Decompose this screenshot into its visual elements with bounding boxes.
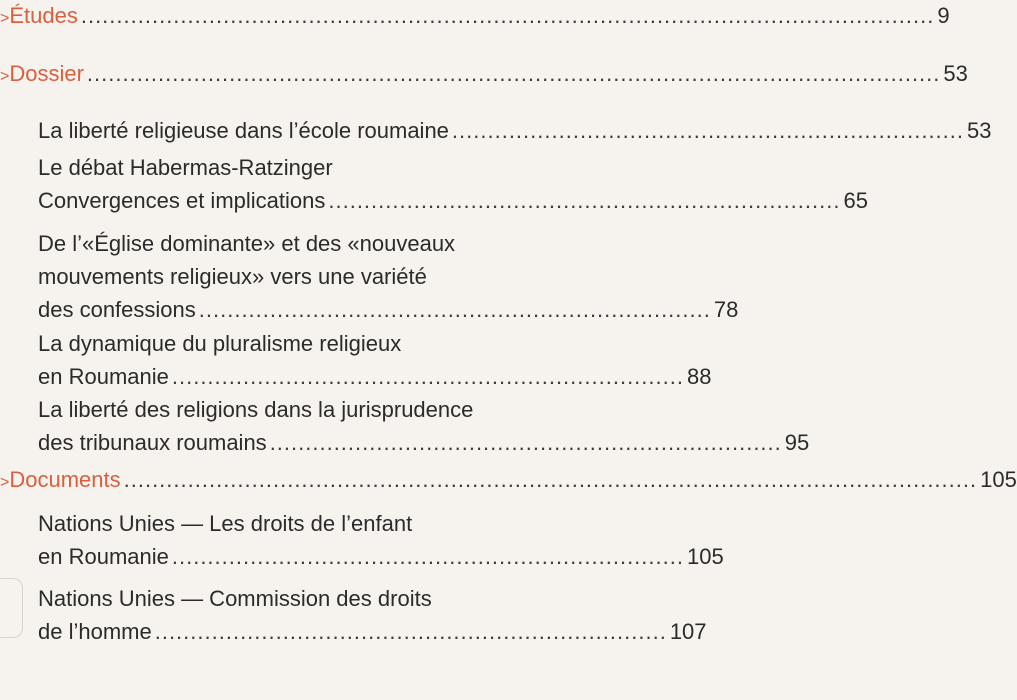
entry-title-line: De l’«Église dominante» et des «nouveaux xyxy=(38,231,456,256)
leader-dots: ........................................................................ xyxy=(154,619,667,644)
toc-entry[interactable] xyxy=(38,327,712,393)
section-title: Études xyxy=(9,3,78,28)
page-number: 105 xyxy=(980,467,1017,492)
leader-dots: ........................................................................ xyxy=(171,364,684,389)
page-number: 107 xyxy=(669,619,707,644)
page-number: 105 xyxy=(686,544,724,569)
page-number: 78 xyxy=(713,297,739,322)
entry-title-line: Le débat Habermas-Ratzinger xyxy=(38,155,333,180)
toc-entry[interactable] xyxy=(38,393,810,459)
toc-section-documents[interactable] xyxy=(0,466,1017,497)
entry-title-line: Nations Unies — Les droits de l’enfant xyxy=(38,511,413,536)
section-title: Dossier xyxy=(9,61,84,86)
entry-title: en Roumanie xyxy=(38,364,169,389)
section-marker-icon: > xyxy=(0,68,10,85)
toc-entry[interactable] xyxy=(38,507,724,573)
toc-entry[interactable] xyxy=(38,151,868,217)
leader-dots: ........................................................................ xyxy=(328,188,841,213)
leader-dots: ........................................................................ xyxy=(171,544,684,569)
toc-entry[interactable] xyxy=(38,114,992,147)
section-marker-icon: > xyxy=(0,10,10,27)
leader-dots: ........................................................................................................................ xyxy=(123,467,978,492)
entry-title: des tribunaux roumains xyxy=(38,430,267,455)
entry-title: en Roumanie xyxy=(38,544,169,569)
page-number: 88 xyxy=(686,364,712,389)
entry-title-line: mouvements religieux» vers une variété xyxy=(38,264,427,289)
toc-section-etudes[interactable] xyxy=(0,2,950,33)
toc-entry[interactable] xyxy=(38,582,707,648)
section-marker-icon: > xyxy=(0,474,10,491)
leader-dots: ........................................................................................................................ xyxy=(86,61,941,86)
entry-title: Convergences et implications xyxy=(38,188,326,213)
entry-title: La liberté religieuse dans l’école roumaine xyxy=(38,118,449,143)
toc-section-dossier[interactable] xyxy=(0,60,968,91)
entry-title: des confessions xyxy=(38,297,196,322)
page-number: 95 xyxy=(784,430,810,455)
leader-dots: ........................................................................................................................ xyxy=(80,3,935,28)
page-number: 9 xyxy=(937,3,950,28)
page-number: 65 xyxy=(843,188,868,213)
page-edge-bracket xyxy=(0,578,23,638)
leader-dots: ........................................................................ xyxy=(269,430,782,455)
entry-title: de l’homme xyxy=(38,619,152,644)
page-number: 53 xyxy=(943,61,968,86)
entry-title-line: Nations Unies — Commission des droits xyxy=(38,586,432,611)
page-number: 53 xyxy=(967,118,992,143)
entry-title-line: La liberté des religions dans la jurisprudence xyxy=(38,397,474,422)
section-title: Documents xyxy=(9,467,121,492)
entry-title-line: La dynamique du pluralisme religieux xyxy=(38,331,402,356)
toc-entry[interactable] xyxy=(38,227,739,326)
leader-dots: ........................................................................ xyxy=(198,297,711,322)
leader-dots: ........................................................................ xyxy=(451,118,965,143)
